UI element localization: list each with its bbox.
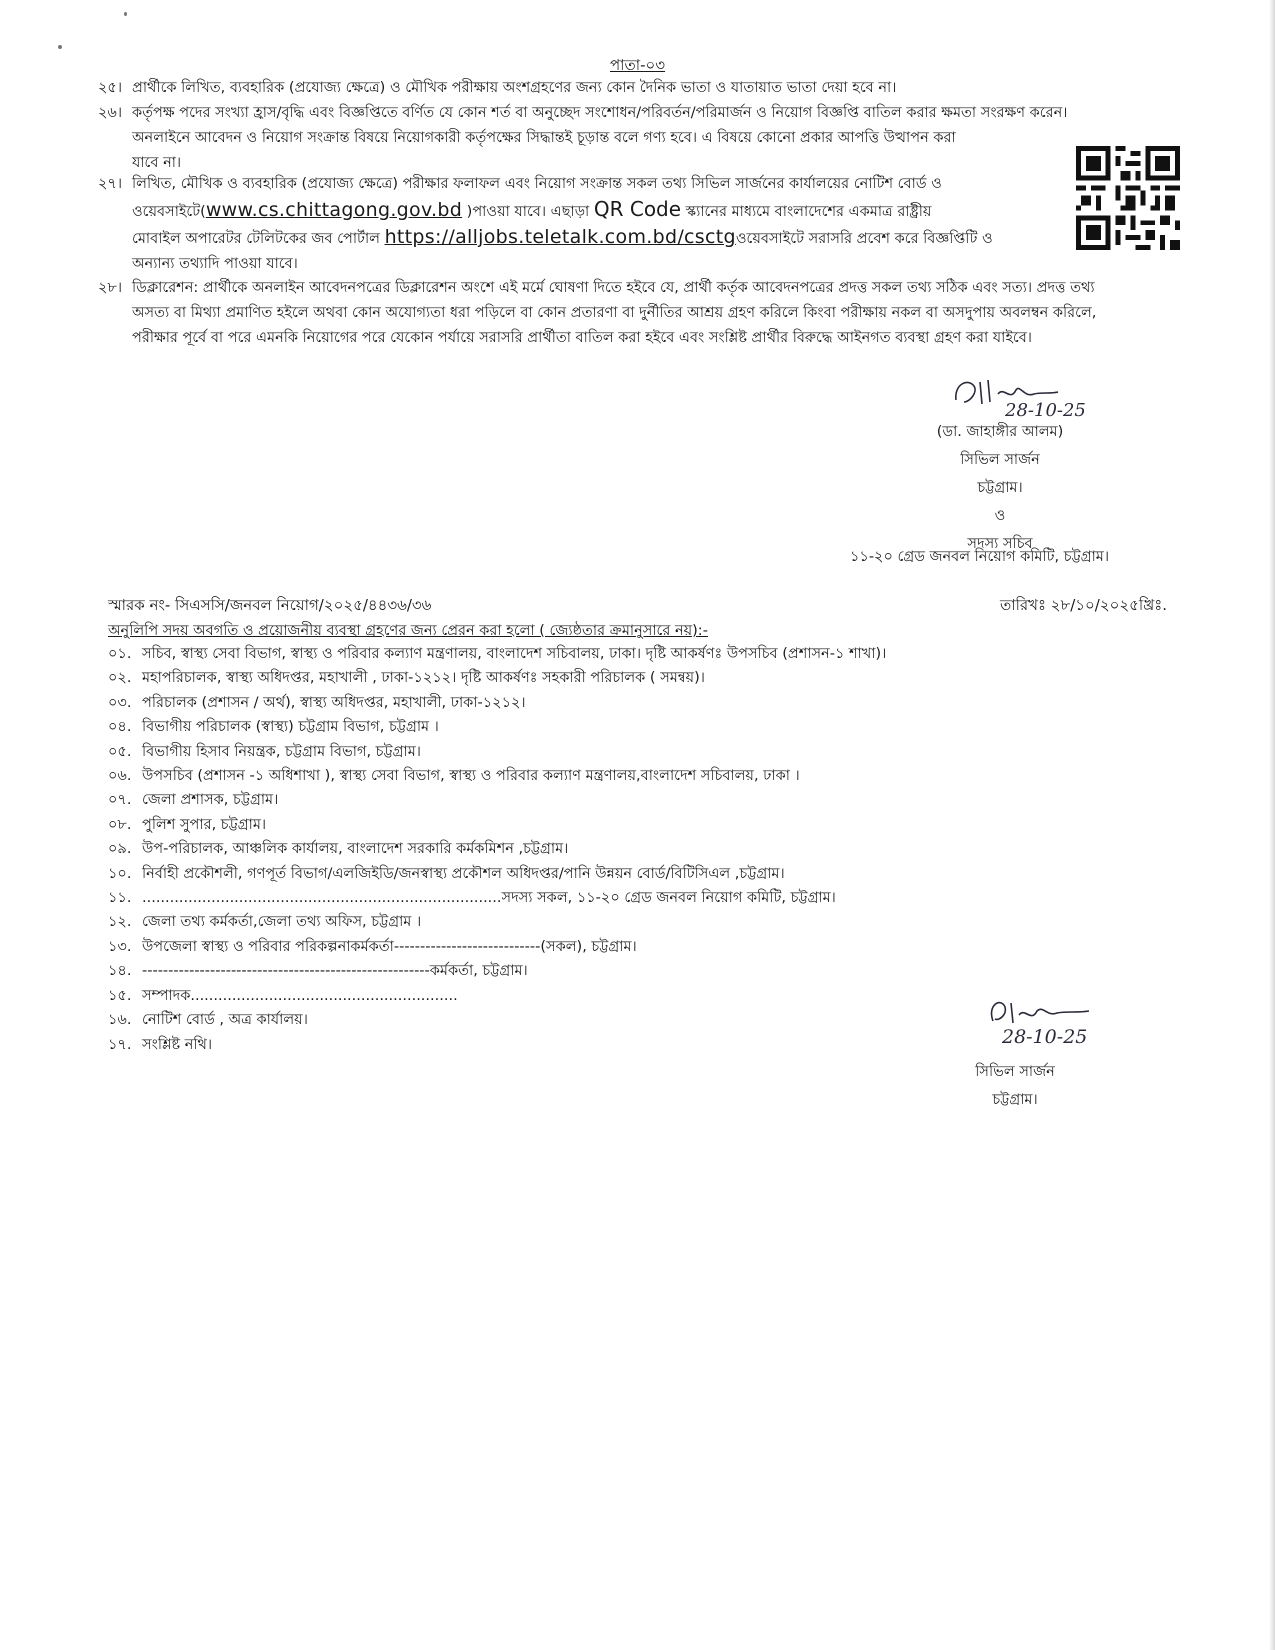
list-item-text: উপসচিব (প্রশাসন -১ অধিশাখা ), স্বাস্থ্য সেবা বিভাগ, স্বাস্থ্য ও পরিবার কল্যাণ মন্ত্রণালয়,বাংলাদেশ সচিবালয়, ঢাকা ।	[142, 768, 800, 785]
scan-speck	[124, 12, 127, 16]
handwritten-date: 28-10-25	[1005, 400, 1086, 421]
signatory-role: সদস্য সচিব	[967, 536, 1033, 552]
list-item-text: উপজেলা স্বাস্থ্য ও পরিবার পরিকল্পনাকর্মকর্তা----------------------------(সকল), চট্টগ্রাম।	[142, 938, 637, 955]
distribution-list	[108, 642, 886, 1057]
list-item	[108, 910, 886, 934]
paragraph-25	[98, 76, 896, 101]
list-item-text: বিভাগীয় পরিচালক (স্বাস্থ্য) চট্টগ্রাম বিভাগ, চট্টগ্রাম ।	[142, 719, 439, 736]
memo-reference: স্মারক নং- সিএসসি/জনবল নিয়োগ/২০২৫/৪৪৩৬/৩৬	[108, 596, 432, 614]
handwritten-date: 28-10-25	[1002, 1026, 1088, 1048]
list-item-text: জেলা তথ্য কর্মকর্তা,জেলা তথ্য অফিস, চট্টগ্রাম ।	[142, 914, 422, 931]
list-item	[108, 788, 886, 812]
list-item-text: নির্বাহী প্রকৌশলী, গণপূর্ত বিভাগ/এলজিইডি/জনস্বাস্থ্য প্রকৌশল অধিদপ্তর/পানি উন্নয়ন বোর্ড/বিটিসিএল ,চট্টগ্রাম।	[142, 865, 785, 882]
paragraph-text: পরীক্ষার পূর্বে বা পরে এমনকি নিয়োগের পরে যেকোন পর্যায়ে সরাসরি প্রার্থীতা বাতিল করা হইবে এবং সংশ্লিষ্ট প্রার্থীর বিরুদ্ধে আইনগত ব্যবস্থা গ্রহণ করা যাইবে।	[132, 330, 1032, 346]
signature-block-1	[860, 418, 1140, 558]
list-item-text: -------------------------------------------------------কর্মকর্তা, চট্টগ্রাম।	[142, 963, 528, 980]
list-item-text: ..............................................................................সদস্য সকল, ১১-২০ গ্রেড জনবল নিয়োগ কমিটি, চট্টগ্রাম।	[142, 890, 836, 907]
list-item-number: ১১.	[108, 890, 132, 907]
list-item-number: ১৪.	[108, 963, 132, 980]
list-item-text: সচিব, স্বাস্থ্য সেবা বিভাগ, স্বাস্থ্য ও পরিবার কল্যাণ মন্ত্রণালয়, বাংলাদেশ সচিবালয়, ঢাকা। দৃষ্টি আকর্ষণঃ উপসচিব (প্রশাসন-১ শাখা)।	[142, 646, 887, 662]
qr-code-text: QR Code	[593, 197, 682, 221]
page-number: পাতা-০৩	[609, 56, 666, 74]
list-item-number: ১০.	[108, 865, 132, 882]
list-item	[108, 959, 886, 983]
signatory-title: সিভিল সার্জন	[960, 452, 1040, 468]
list-item	[108, 837, 886, 861]
list-item-text: সম্পাদক..........................................................	[142, 987, 458, 1004]
list-item-text: বিভাগীয় হিসাব নিয়ন্ত্রক, চট্টগ্রাম বিভাগ, চট্টগ্রাম।	[142, 743, 421, 760]
website-link[interactable]: www.cs.chittagong.gov.bd	[205, 199, 463, 221]
list-item	[108, 886, 886, 910]
paragraph-text: কর্তৃপক্ষ পদের সংখ্যা হ্রাস/বৃদ্ধি এবং বিজ্ঞপ্তিতে বর্ণিত যে কোন শর্ত বা অনুচ্ছেদ সংশোধন/পরিবর্তন/পরিমার্জন ও নিয়োগ বিজ্ঞপ্তি বাতিল করার ক্ষমতা সংরক্ষণ করেন।	[132, 105, 1068, 121]
copy-distribution-title: অনুলিপি সদয় অবগতি ও প্রয়োজনীয় ব্যবস্থা গ্রহণের জন্য প্রেরন করা হলো ( জ্যেষ্ঠতার ক্রমানুসারে নয়):-	[108, 623, 708, 639]
list-item-number: ০৯.	[108, 841, 132, 858]
paragraph-text: মোবাইল অপারেটর টেলিটকের জব পোর্টাল	[132, 231, 385, 247]
list-item-number: ০৩.	[108, 694, 132, 711]
signatory-place: চট্টগ্রাম।	[977, 480, 1023, 496]
list-item	[108, 740, 886, 764]
list-item-number: ০৪.	[108, 719, 132, 736]
paragraph-text: প্রার্থীকে লিখিত, ব্যবহারিক (প্রযোজ্য ক্ষেত্রে) ও মৌখিক পরীক্ষায় অংশগ্রহণের জন্য কোন দৈনিক ভাতা ও যাতায়াত ভাতা দেয়া হবে না।	[132, 80, 897, 96]
conjunction: ও	[994, 508, 1006, 524]
list-item	[108, 1033, 886, 1057]
list-item-number: ০৭.	[108, 792, 132, 809]
paragraph-text: ওয়েবসাইটে সরাসরি প্রবেশ করে বিজ্ঞপ্তিটি ও	[735, 231, 993, 247]
memo-date: তারিখঃ ২৮/১০/২০২৫খ্রিঃ.	[1000, 596, 1168, 614]
paragraph-text: লিখিত, মৌখিক ও ব্যবহারিক (প্রযোজ্য ক্ষেত্রে) পরীক্ষার ফলাফল এবং নিয়োগ সংক্রান্ত সকল তথ্য সিভিল সার্জনের কার্যালয়ের নোটিশ বোর্ড ও	[132, 176, 942, 192]
list-item-number: ০৬.	[108, 768, 132, 785]
list-item	[108, 666, 886, 690]
list-item	[108, 691, 886, 715]
list-item-number: ০৫.	[108, 743, 132, 760]
list-item-number: ১২.	[108, 914, 132, 931]
signatory-place: চট্টগ্রাম।	[992, 1092, 1038, 1108]
list-item-text: জেলা প্রশাসক, চট্টগ্রাম।	[142, 792, 279, 809]
paragraph-text: স্ক্যানের মাধ্যমে বাংলাদেশের একমাত্র রাষ্ট্রীয়	[681, 204, 932, 220]
paragraph-number: ২৬।	[98, 105, 123, 121]
job-portal-link[interactable]: https://alljobs.teletalk.com.bd/csctg	[384, 226, 736, 248]
scan-speck	[58, 45, 62, 49]
paragraph-number: ২৫।	[98, 80, 123, 96]
signatory-name: (ডা. জাহাঙ্গীর আলম)	[936, 424, 1064, 440]
paragraph-number: ২৮।	[98, 280, 123, 296]
paragraph-number: ২৭।	[98, 176, 123, 192]
list-item-text: পুলিশ সুপার, চট্টগ্রাম।	[142, 816, 267, 833]
list-item	[108, 813, 886, 837]
list-item-text: সংশ্লিষ্ট নথি।	[142, 1036, 213, 1053]
signature-block-2	[940, 1058, 1090, 1114]
list-item	[108, 862, 886, 886]
list-item	[108, 764, 886, 788]
paragraph-text: ওয়েবসাইটে(	[132, 204, 206, 220]
paragraph-text: যাবে না।	[132, 155, 182, 171]
paragraph-26	[98, 101, 1067, 176]
list-item-number: ০২.	[108, 670, 132, 687]
list-item	[108, 1008, 886, 1032]
list-item-text: মহাপরিচালক, স্বাস্থ্য অধিদপ্তর, মহাখালী , ঢাকা-১২১২। দৃষ্টি আকর্ষণঃ সহকারী পরিচালক ( সমন্বয়)।	[142, 670, 705, 687]
scan-edge-shadow	[1269, 0, 1275, 1650]
paragraph-28	[98, 276, 1096, 351]
list-item	[108, 715, 886, 739]
paragraph-text: অনলাইনে আবেদন ও নিয়োগ সংক্রান্ত বিষয়ে নিয়োগকারী কর্তৃপক্ষের সিদ্ধান্তই চূড়ান্ত বলে গণ্য হবে। এ বিষয়ে কোনো প্রকার আপত্তি উত্থাপন করা	[132, 130, 956, 146]
paragraph-text: )পাওয়া যাবে। এছাড়া	[462, 204, 594, 220]
paragraph-text: অসত্য বা মিথ্যা প্রমাণিত হইলে অথবা কোন অযোগ্যতা ধরা পড়িলে বা কোন প্রতারণা বা দুর্নীতির আশ্রয় গ্রহণ করিলে কিংবা পরীক্ষায় নকল বা অসদুপায় অবলম্বন করিলে,	[132, 305, 1097, 321]
committee-name: ১১-২০ গ্রেড জনবল নিয়োগ কমিটি, চট্টগ্রাম।	[850, 549, 1110, 565]
list-item	[108, 642, 886, 666]
list-item-text: পরিচালক (প্রশাসন / অর্থ), স্বাস্থ্য অধিদপ্তর, মহাখালী, ঢাকা-১২১২।	[142, 694, 526, 711]
list-item	[108, 984, 886, 1008]
list-item-text: নোটিশ বোর্ড , অত্র কার্যালয়।	[142, 1012, 308, 1029]
signatory-title: সিভিল সার্জন	[975, 1064, 1055, 1080]
paragraph-text: ডিক্লারেশন: প্রার্থীকে অনলাইন আবেদনপত্রের ডিক্লারেশন অংশে এই মর্মে ঘোষণা দিতে হইবে যে, প্রার্থী কর্তৃক আবেদনপত্রের প্রদত্ত সকল তথ্য সঠিক এবং সত্য। প্রদত্ত তথ্য	[132, 280, 1095, 296]
paragraph-text: অন্যান্য তথ্যাদি পাওয়া যাবে।	[132, 256, 298, 272]
list-item-number: ১৭.	[108, 1036, 132, 1053]
list-item-number: ১৩.	[108, 938, 132, 955]
qr-code-icon[interactable]	[1076, 146, 1180, 250]
list-item-text: উপ-পরিচালক, আঞ্চলিক কার্যালয়, বাংলাদেশ সরকারি কর্মকমিশন ,চট্টগ্রাম।	[142, 841, 569, 858]
list-item-number: ০৮.	[108, 816, 132, 833]
list-item	[108, 935, 886, 959]
paragraph-27	[98, 172, 993, 277]
list-item-number: ১৫.	[108, 987, 132, 1004]
list-item-number: ১৬.	[108, 1012, 132, 1029]
list-item-number: ০১.	[108, 646, 132, 662]
